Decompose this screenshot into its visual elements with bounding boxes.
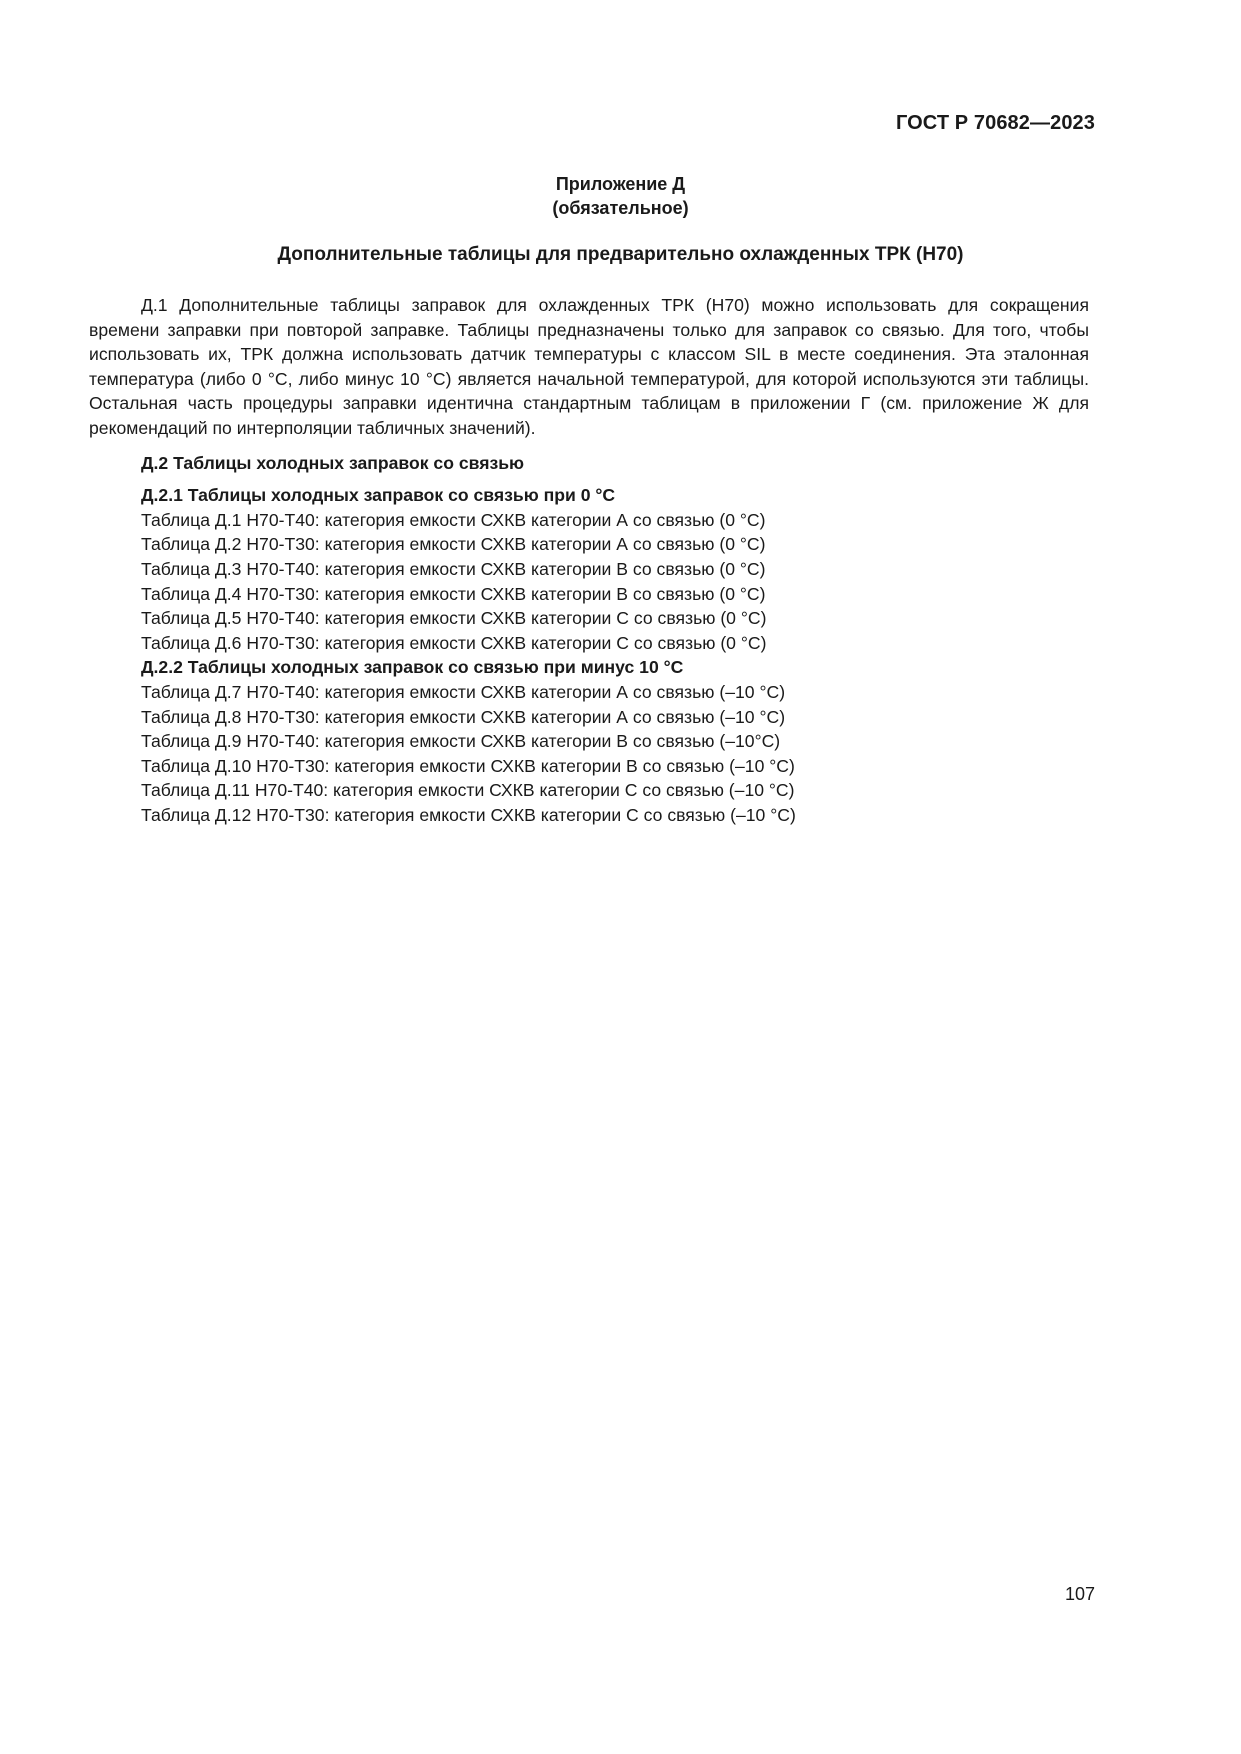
- document-code: ГОСТ Р 70682—2023: [895, 112, 1095, 134]
- table-list-item: Таблица Д.12 H70-T30: категория емкости СХКВ категории С со связью (–10 °С): [141, 804, 796, 825]
- table-list-item: Таблица Д.4 H70-T30: категория емкости СХКВ категории В со связью (0 °С): [141, 583, 766, 604]
- table-list-d22: [89, 680, 1089, 828]
- document-body: [89, 293, 1089, 827]
- page-number: 107: [1064, 1584, 1095, 1604]
- intro-paragraph: Д.1 Дополнительные таблицы заправок для охлажденных ТРК (H70) можно использовать для сокращения времени заправки при повторой заправке. Таблицы предназначены только для заправок со связью. Для того, чтобы использовать их, ТРК должна использовать датчик температуры с классом SIL в месте соединения. Эта эталонная температура (либо 0 °С, либо минус 10 °С) является начальной температурой, для которой используются эти таблицы. Остальная часть процедуры заправки идентична стандартным таблицам в приложении Г (см. приложение Ж для рекомендаций по интерполяции табличных значений).: [89, 295, 1089, 438]
- table-list-item: Таблица Д.10 H70-T30: категория емкости СХКВ категории В со связью (–10 °С): [141, 755, 795, 776]
- section-heading-d2: Д.2 Таблицы холодных заправок со связью: [141, 452, 525, 473]
- appendix-title-label: Приложение Д: [555, 174, 686, 194]
- subsection-heading-d21: Д.2.1 Таблицы холодных заправок со связью при 0 °С: [141, 485, 616, 506]
- appendix-heading: Дополнительные таблицы для предварительно охлажденных ТРК (H70): [277, 244, 964, 265]
- table-list-d21: [89, 508, 1089, 656]
- table-list-item: Таблица Д.3 H70-T40: категория емкости СХКВ категории В со связью (0 °С): [141, 558, 766, 579]
- table-list-item: Таблица Д.5 H70-T40: категория емкости СХКВ категории С со связью (0 °С): [141, 608, 767, 629]
- table-list-item: Таблица Д.11 H70-T40: категория емкости СХКВ категории С со связью (–10 °С): [141, 780, 795, 801]
- table-list-item: Таблица Д.9 H70-T40: категория емкости СХКВ категории В со связью (–10°С): [141, 731, 781, 752]
- appendix-title: [0, 172, 1241, 220]
- table-list-item: Таблица Д.6 H70-T30: категория емкости СХКВ категории С со связью (0 °С): [141, 632, 767, 653]
- table-list-item: Таблица Д.7 H70-T40: категория емкости СХКВ категории А со связью (–10 °С): [141, 681, 786, 702]
- appendix-status: (обязательное): [552, 198, 689, 218]
- table-list-item: Таблица Д.2 H70-T30: категория емкости СХКВ категории А со связью (0 °С): [141, 534, 766, 555]
- subsection-heading-d22: Д.2.2 Таблицы холодных заправок со связью при минус 10 °С: [141, 657, 684, 678]
- table-list-item: Таблица Д.1 H70-T40: категория емкости СХКВ категории А со связью (0 °С): [141, 509, 766, 530]
- table-list-item: Таблица Д.8 H70-T30: категория емкости СХКВ категории А со связью (–10 °С): [141, 706, 786, 727]
